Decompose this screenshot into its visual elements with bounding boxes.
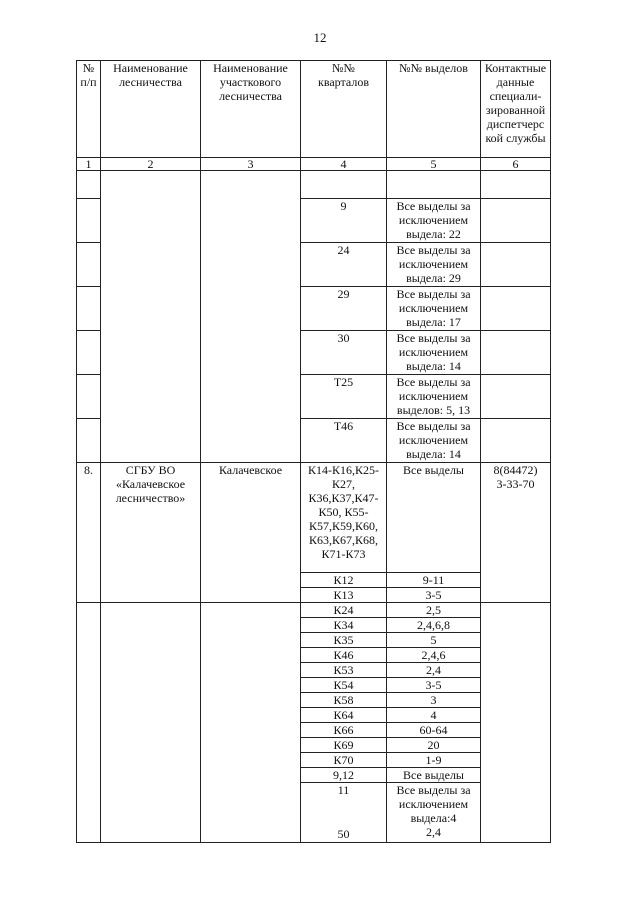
header-district-name: Наименование участкового лесничества xyxy=(201,61,301,158)
vydel-cell: Все выделы за исключением выдела: 14 xyxy=(387,419,481,463)
kvartal-cell: К35 xyxy=(301,633,387,648)
contact-cell: 8(84472) 3-33-70 xyxy=(481,463,551,603)
kvartal-cell: К46 xyxy=(301,648,387,663)
kvartal-cell: Т25 xyxy=(301,375,387,419)
vydel-cell: Все выделы xyxy=(387,463,481,573)
kvartal-cell: К53 xyxy=(301,663,387,678)
row-number-cell xyxy=(77,199,101,243)
kvartal-cell: К70 xyxy=(301,753,387,768)
kvartal-cell: 29 xyxy=(301,287,387,331)
column-number: 4 xyxy=(301,158,387,171)
vydel-cell xyxy=(387,171,481,199)
column-number: 3 xyxy=(201,158,301,171)
kvartal-cell: К14-К16,К25- К27, К36,К37,К47- К50, К55- К57,К59,К60, К63,К67,К68, К71-К73 xyxy=(301,463,387,573)
column-number: 2 xyxy=(101,158,201,171)
kvartal-cell: К58 xyxy=(301,693,387,708)
vydel-value: Все выделы за исключением выдела:4 xyxy=(396,783,471,825)
contact-cell xyxy=(481,243,551,287)
vydel-cell: Все выделы за исключением выдела: 22 xyxy=(387,199,481,243)
vydel-cell: 4 xyxy=(387,708,481,723)
kvartal-cell: К64 xyxy=(301,708,387,723)
kvartal-cell: К24 xyxy=(301,603,387,618)
vydel-cell xyxy=(387,783,481,843)
kvartal-value: 11 xyxy=(337,783,350,797)
row-number-cell xyxy=(77,331,101,375)
kvartal-cell: 9 xyxy=(301,199,387,243)
column-number: 5 xyxy=(387,158,481,171)
district-name-cell xyxy=(201,603,301,843)
row-number-cell xyxy=(77,243,101,287)
vydel-cell: Все выделы за исключением выдела: 14 xyxy=(387,331,481,375)
kvartal-cell: К34 xyxy=(301,618,387,633)
page-number: 12 xyxy=(313,30,327,45)
contact-cell xyxy=(481,331,551,375)
column-number: 6 xyxy=(481,158,551,171)
vydel-cell: Все выделы xyxy=(387,768,481,783)
vydel-cell: 5 xyxy=(387,633,481,648)
forestry-name-cell xyxy=(101,171,201,463)
contact-cell xyxy=(481,171,551,199)
contact-cell xyxy=(481,603,551,843)
kvartal-cell: К54 xyxy=(301,678,387,693)
header-number: № п/п xyxy=(77,61,101,158)
header-contact-data: Контактные данные специали- зированной диспетчерс кой службы xyxy=(481,61,551,158)
vydel-cell: 60-64 xyxy=(387,723,481,738)
contact-cell xyxy=(481,287,551,331)
row-number-cell xyxy=(77,171,101,199)
kvartal-value: 50 xyxy=(337,827,350,841)
row-number-cell xyxy=(77,375,101,419)
table-row xyxy=(77,463,551,573)
kvartal-cell: Т46 xyxy=(301,419,387,463)
kvartal-cell: К13 xyxy=(301,588,387,603)
contact-cell xyxy=(481,419,551,463)
row-number-cell xyxy=(77,603,101,843)
kvartal-cell: К66 xyxy=(301,723,387,738)
vydel-cell: 1-9 xyxy=(387,753,481,768)
district-name-cell: Калачевское xyxy=(201,463,301,603)
contact-cell xyxy=(481,199,551,243)
vydel-cell: 2,4,6 xyxy=(387,648,481,663)
district-name-cell xyxy=(201,171,301,463)
kvartal-cell: К69 xyxy=(301,738,387,753)
vydel-cell: 2,4,6,8 xyxy=(387,618,481,633)
table-row xyxy=(77,603,551,618)
vydel-cell: Все выделы за исключением выделов: 5, 13 xyxy=(387,375,481,419)
row-number-cell xyxy=(77,287,101,331)
forestry-name-cell: СГБУ ВО «Калачевское лесничество» xyxy=(101,463,201,603)
kvartal-cell: 30 xyxy=(301,331,387,375)
column-number: 1 xyxy=(77,158,101,171)
kvartal-cell xyxy=(301,171,387,199)
vydel-cell: 3 xyxy=(387,693,481,708)
row-number-cell xyxy=(77,419,101,463)
header-forestry-name: Наименование лесничества xyxy=(101,61,201,158)
vydel-value: 2,4 xyxy=(426,825,441,839)
vydel-cell: Все выделы за исключением выдела: 29 xyxy=(387,243,481,287)
kvartal-cell: К12 xyxy=(301,573,387,588)
kvartal-cell: 9,12 xyxy=(301,768,387,783)
vydel-cell: 20 xyxy=(387,738,481,753)
vydel-cell: Все выделы за исключением выдела: 17 xyxy=(387,287,481,331)
vydel-cell: 2,4 xyxy=(387,663,481,678)
vydel-cell: 9-11 xyxy=(387,573,481,588)
header-vydel-numbers: №№ выделов xyxy=(387,61,481,158)
row-number-cell: 8. xyxy=(77,463,101,603)
vydel-cell: 3-5 xyxy=(387,678,481,693)
header-row xyxy=(77,61,551,158)
kvartal-cell xyxy=(301,783,387,843)
vydel-cell: 3-5 xyxy=(387,588,481,603)
header-kvartal-numbers: №№ кварталов xyxy=(301,61,387,158)
forestry-name-cell xyxy=(101,603,201,843)
contact-cell xyxy=(481,375,551,419)
forestry-registry-table xyxy=(76,60,551,843)
table-row xyxy=(77,171,551,199)
column-numbers-row xyxy=(77,158,551,171)
vydel-cell: 2,5 xyxy=(387,603,481,618)
kvartal-cell: 24 xyxy=(301,243,387,287)
